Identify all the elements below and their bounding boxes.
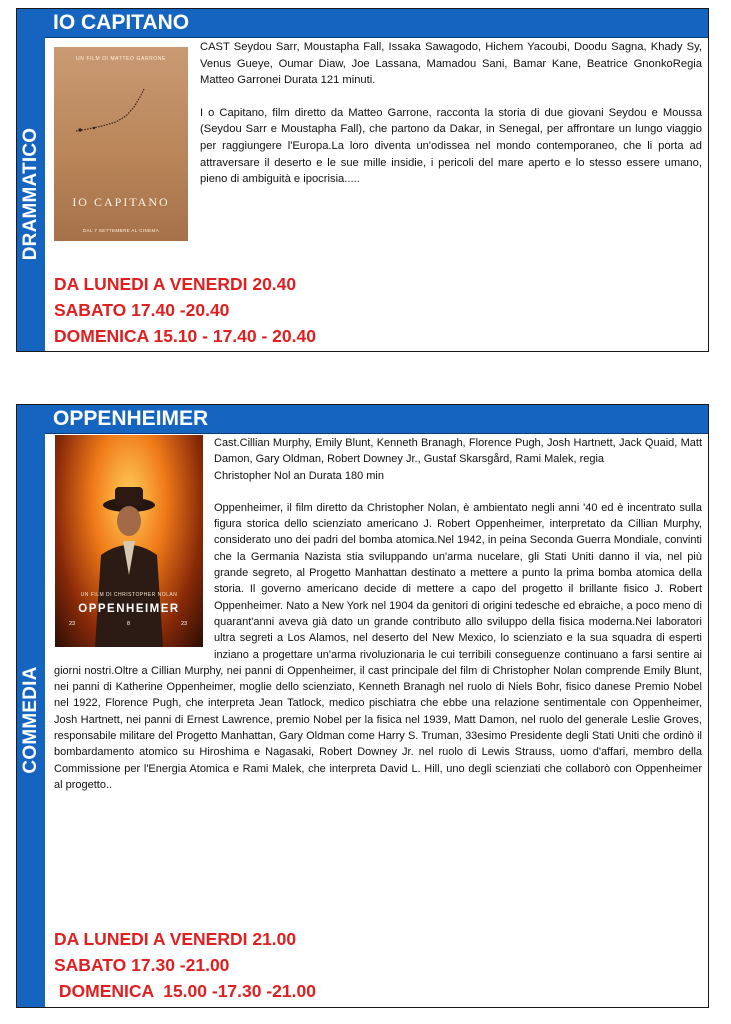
poster-date-mid: 8 [127, 621, 131, 627]
film-title: OPPENHEIMER [53, 407, 209, 430]
poster-date-left: 23 [69, 621, 76, 627]
movie-poster [54, 47, 188, 241]
film-description [54, 435, 702, 793]
poster-credit: UN FILM DI CHRISTOPHER NOLAN [80, 592, 178, 598]
poster-title: OPPENHEIMER [78, 603, 180, 615]
film-title-bar [17, 405, 708, 434]
desert-caravan-illustration [54, 69, 188, 159]
genre-label: COMMEDIA [20, 666, 41, 774]
poster-top-text: UN FILM DI MATTEO GARRONE [76, 56, 166, 62]
showtime-saturday: SABATO 17.30 -21.00 [54, 955, 230, 975]
showtime-sunday: DOMENICA 15.10 - 17.40 - 20.40 [54, 326, 316, 346]
poster-bottom-text: DAL 7 SETTEMBRE AL CINEMA [82, 228, 160, 233]
film-director-duration: Christopher Nol an Durata 180 min [214, 469, 384, 482]
showtimes [54, 271, 316, 349]
film-synopsis: Oppenheimer, il film diretto da Christopher Nolan, è ambientato negli anni '40 ed è incentrato sulla figura storica dello scienziato americano J. Robert Oppenheimer, interpretato da Cillian Murphy, considerato uno dei padri del bomba atomica.Nel 1942, in peina Seconda Guerra Mondiale, convinti che la Germania Nazista stia sviluppando un'arma nucelare, gli Stati Uniti danno il via, nel più grande segreto, al Progetto Manhattan destinato a mettere a punto la prima bomba atomica della storia. Il governo americano decide di mettere a capo del progetto il brillante fisico J. Robert Oppenheimer. Nato a New York nel 1904 da genitori di origini tedesche ed ebraiche, a poco meno di quarant'anni aveva già dato un grande contributo allo sviluppo della fisica moderna.Nei laboratori ultra segreti a Los Alamos, nel deserto del New Mexico, lo scienziato e la sua squadra di esperti inziano a progettare un'arma rivoluzionaria le cui terribili conseguenze continuano a farsi sentire ai giorni nostri.Oltre a Cillian Murphy, nei panni di Oppenheimer, il cast principale del film di Christopher Nolan comprende Emily Blunt, nei panni di Katherine Oppenheimer, moglie dello scienziato, Kenneth Branagh nel ruolo di Niels Bohr, fisico danese Premio Nobel nel 1922, Florence Pugh, che interpreta Jean Tatlock, medico pischiatra che ebbe una relazione sentimentale con Oppenheimer, Josh Hartnett, nei panni di Ernest Lawrence, premio Nobel per la fisica nel 1939, Matt Damon, nel ruolo del generale Leslie Groves, responsabile militare del Progetto Manhattan, Gary Oldman come Harry S. Truman, 33esimo Presidente degli Stati Uniti che ordinò il bombardamento atomico su Hiroshima e Nagasaki, Robert Downey Jr. nel ruolo di Lewis Strauss, uomo d'affari, membro della Commissione per l'Energia Atomica e Rami Malek, che interpreta David L. Hill, uno degli scienziati che collaborò con Oppenheimer al progetto.. [54, 501, 702, 791]
genre-sidebar [17, 433, 45, 1007]
film-title-bar [17, 9, 708, 38]
poster-date-right: 23 [181, 621, 188, 627]
showtime-weekdays: DA LUNEDI A VENERDI 20.40 [54, 274, 297, 294]
showtime-weekdays: DA LUNEDI A VENERDI 21.00 [54, 929, 297, 949]
showtime-sunday: DOMENICA 15.00 -17.30 -21.00 [54, 981, 316, 1001]
film-cast: Cast.Cillian Murphy, Emily Blunt, Kenneth Branagh, Florence Pugh, Josh Hartnett, Jack Quaid, Matt Damon, Gary Oldman, Robert Downey Jr., Gustaf Skarsgård, Rami Malek, regia [214, 437, 702, 466]
showtimes [54, 926, 316, 1004]
poster-title: IO CAPITANO [72, 195, 170, 209]
film-cast: CAST Seydou Sarr, Moustapha Fall, Issaka Sawagodo, Hichem Yacoubi, Doodu Sagna, Khady Sy, Venus Gueye, Oumar Diaw, Joe Lassana, Mamadou Sani, Bamar Kane, Beatrice GnonkoRegia Matteo Garronei Durata 121 minuti. [200, 41, 702, 87]
film-card-oppenheimer [16, 404, 709, 1008]
showtime-saturday: SABATO 17.40 -20.40 [54, 300, 230, 320]
film-title: IO CAPITANO [53, 11, 190, 34]
film-card-io-capitano [16, 8, 709, 352]
genre-label: DRAMMATICO [20, 127, 41, 261]
film-description [200, 39, 702, 188]
genre-sidebar [17, 37, 45, 351]
film-synopsis: I o Capitano, film diretto da Matteo Garrone, racconta la storia di due giovani Seydou e Moussa (Seydou Sarr e Moustapha Fall), che partono da Dakar, in Senegal, per affrontare un lungo viaggio per raggiungere l'Europa.La loro diventa un'odissea nel mondo contemporaneo, che li porta ad attraversare il deserto e le sue mille insidie, i pericoli del mare aperto e lo stesso essere umano, pieno di ambiguità e ipocrisia..... [200, 106, 702, 186]
